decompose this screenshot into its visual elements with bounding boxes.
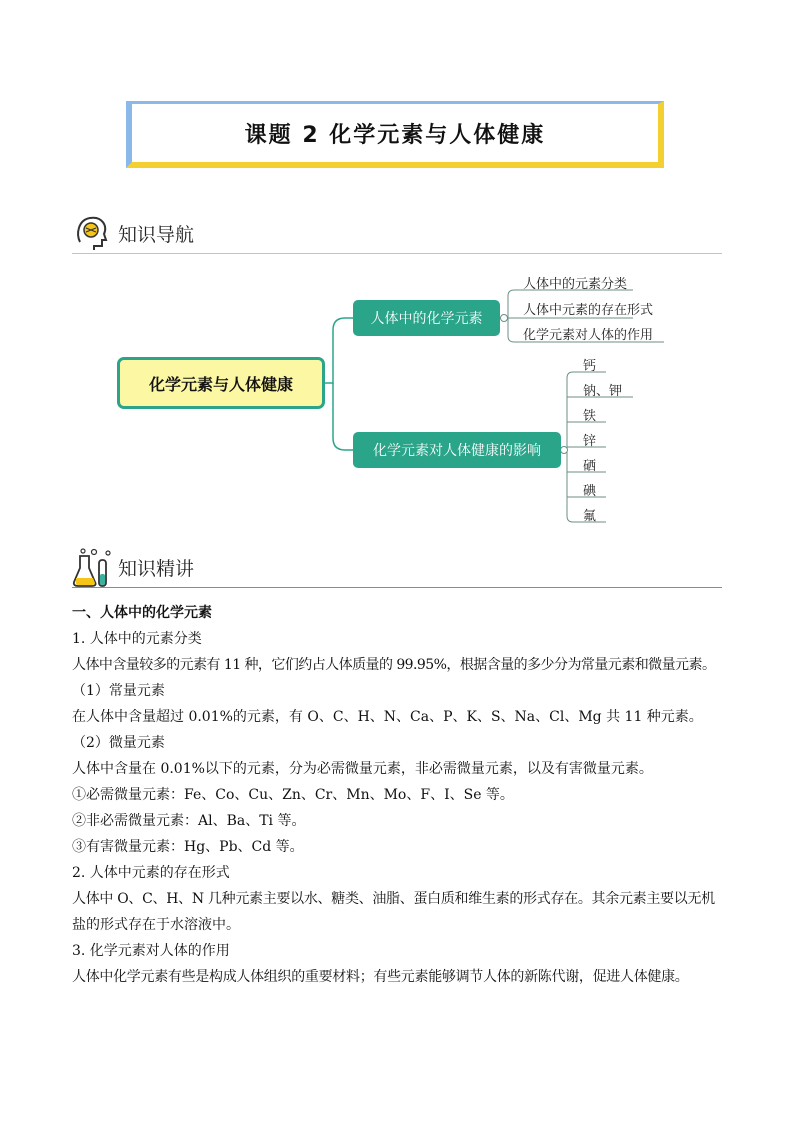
mindmap-leaf: 人体中的元素分类	[523, 277, 628, 292]
subheading: 2. 人体中元素的存在形式	[72, 865, 230, 881]
mindmap-leaf: 铁	[583, 409, 597, 424]
paragraph: 盐的形式存在于水溶液中。	[72, 917, 240, 933]
paragraph: ③有害微量元素：Hg、Pb、Cd 等。	[72, 839, 304, 855]
mindmap-leaf: 钠、钾	[583, 384, 623, 399]
subheading: 1. 人体中的元素分类	[72, 631, 202, 647]
paragraph: ②非必需微量元素：Al、Ba、Ti 等。	[72, 813, 306, 829]
divider	[72, 587, 722, 588]
mindmap-leaf: 硒	[583, 459, 597, 474]
mindmap-root: 化学元素与人体健康	[117, 357, 325, 409]
section-title-navigation: 知识导航	[118, 224, 195, 246]
paragraph: 在人体中含量超过 0.01%的元素，有 O、C、H、N、Ca、P、K、S、Na、Cl、Mg 共 11 种元素。	[72, 709, 703, 725]
mindmap-leaf: 锌	[583, 434, 597, 449]
page-title: 课题 2 化学元素与人体健康	[244, 122, 546, 148]
mindmap-branch-health-effects: 化学元素对人体健康的影响	[353, 432, 561, 468]
mindmap-leaf: 化学元素对人体的作用	[523, 328, 654, 343]
subheading: 3. 化学元素对人体的作用	[72, 943, 230, 959]
paragraph: 人体中化学元素有些是构成人体组织的重要材料；有些元素能够调节人体的新陈代谢，促进人体健康。	[72, 969, 689, 985]
mindmap-leaf: 碘	[583, 484, 597, 499]
mindmap-leaf: 人体中元素的存在形式	[523, 303, 654, 318]
section-header-lecture	[72, 546, 722, 588]
mindmap-leaf: 氟	[583, 509, 597, 524]
mindmap-branch-chemical-elements: 人体中的化学元素	[353, 300, 500, 336]
paragraph: 人体中 O、C、H、N 几种元素主要以水、糖类、油脂、蛋白质和维生素的形式存在。其余元素主要以无机	[72, 891, 715, 907]
subheading: （1）常量元素	[72, 683, 165, 699]
section-title-lecture: 知识精讲	[118, 558, 195, 580]
paragraph: 人体中含量较多的元素有 11 种，它们约占人体质量的 99.95%，根据含量的多少分为常量元素和微量元素。	[72, 657, 716, 673]
heading-1: 一、人体中的化学元素	[72, 605, 212, 621]
paragraph: 人体中含量在 0.01%以下的元素，分为必需微量元素，非必需微量元素，以及有害微量元素。	[72, 761, 653, 777]
flask-icon	[72, 546, 114, 588]
paragraph: ①必需微量元素：Fe、Co、Cu、Zn、Cr、Mn、Mo、F、I、Se 等。	[72, 787, 514, 803]
subheading: （2）微量元素	[72, 735, 165, 751]
mindmap-leaf: 钙	[583, 359, 597, 374]
